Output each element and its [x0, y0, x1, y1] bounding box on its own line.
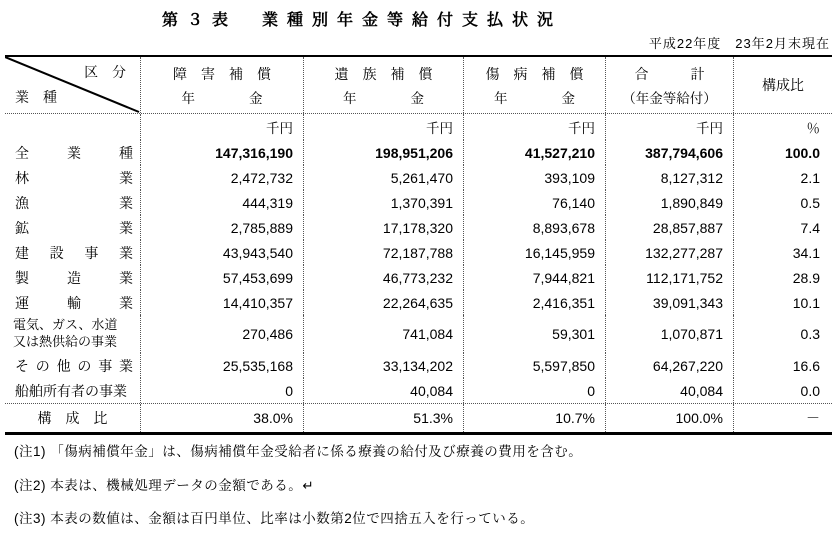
value-cell: 41,527,210: [463, 140, 605, 165]
composition-ratio-row: [5, 403, 832, 432]
value-cell: 46,773,232: [303, 265, 463, 290]
value-cell: 100.0%: [605, 404, 733, 432]
row-label: 電気、ガス、水道 又は熱供給の事業: [13, 317, 118, 349]
value-cell: 43,943,540: [140, 240, 303, 265]
col-header-line2: 年 金: [494, 90, 575, 106]
units-spacer: [5, 114, 140, 140]
value-cell: 2,785,889: [140, 215, 303, 240]
value-cell: 64,267,220: [605, 353, 733, 378]
value-cell: 5,597,850: [463, 353, 605, 378]
table-row: [5, 140, 832, 165]
value-cell: 444,319: [140, 190, 303, 215]
value-cell: 741,084: [303, 315, 463, 353]
row-label: 建 設 事 業: [15, 244, 133, 261]
value-cell: 7,944,821: [463, 265, 605, 290]
corner-cell: [5, 57, 140, 113]
value-cell: 2,416,351: [463, 290, 605, 315]
value-cell: 28,857,887: [605, 215, 733, 240]
benefits-table: [5, 55, 832, 435]
value-cell: 25,535,168: [140, 353, 303, 378]
value-cell: －: [733, 404, 832, 432]
col-header-ratio: [733, 57, 832, 113]
col-header-line1: 障 害 補 償: [173, 65, 271, 82]
table-row: [5, 165, 832, 190]
value-cell: 8,127,312: [605, 165, 733, 190]
corner-label-gyoshu: 業 種: [15, 89, 57, 105]
table-body: [5, 140, 832, 403]
value-cell: 39,091,343: [605, 290, 733, 315]
value-cell: 1,370,391: [303, 190, 463, 215]
value-cell: 0: [463, 378, 605, 403]
value-cell: 1,890,849: [605, 190, 733, 215]
value-cell: 8,893,678: [463, 215, 605, 240]
value-cell: 38.0%: [140, 404, 303, 432]
col-header-total: [605, 57, 733, 113]
page-title: 第３表 業種別年金等給付支払状況: [161, 12, 562, 29]
value-cell: 14,410,357: [140, 290, 303, 315]
value-cell: 387,794,606: [605, 140, 733, 165]
unit-cell: 千円: [463, 114, 605, 140]
value-cell: 34.1: [733, 240, 832, 265]
value-cell: 0.0: [733, 378, 832, 403]
value-cell: 0: [140, 378, 303, 403]
value-cell: 2,472,732: [140, 165, 303, 190]
row-label: 林 業: [15, 169, 133, 186]
value-cell: 33,134,202: [303, 353, 463, 378]
table-row: [5, 190, 832, 215]
col-header-line1: 合 計: [634, 65, 705, 82]
value-cell: 59,301: [463, 315, 605, 353]
value-cell: 270,486: [140, 315, 303, 353]
value-cell: 16.6: [733, 353, 832, 378]
value-cell: 72,187,788: [303, 240, 463, 265]
col-header-line1: 遺 族 補 償: [334, 65, 433, 82]
col-header-injury: [463, 57, 605, 113]
table-row: [5, 353, 832, 378]
value-cell: 51.3%: [303, 404, 463, 432]
table-row: [5, 378, 832, 403]
table-header-row: [5, 57, 832, 114]
col-header-line2: （年金等給付）: [622, 90, 717, 106]
table-row: [5, 215, 832, 240]
col-header-line2: 年 金: [181, 90, 263, 106]
row-label: 構 成 比: [37, 410, 108, 426]
unit-cell: 千円: [605, 114, 733, 140]
footnote-3: (注3) 本表の数値は、金額は百円単位、比率は小数第2位で四捨五入を行っている。: [14, 511, 535, 526]
footnote-2: (注2) 本表は、機械処理データの金額である。↵: [14, 477, 315, 493]
footnotes: [14, 440, 582, 541]
value-cell: 0.5: [733, 190, 832, 215]
value-cell: 100.0: [733, 140, 832, 165]
units-row: [5, 114, 832, 140]
value-cell: 76,140: [463, 190, 605, 215]
value-cell: 5,261,470: [303, 165, 463, 190]
col-header-survivor: [303, 57, 463, 113]
table-row: [5, 240, 832, 265]
unit-cell: ％: [733, 114, 832, 140]
value-cell: 2.1: [733, 165, 832, 190]
col-header-disability: [140, 57, 303, 113]
table-row: [5, 315, 832, 353]
corner-label-kubun: 区 分: [84, 64, 126, 80]
row-label: 鉱 業: [15, 219, 133, 236]
value-cell: 0.3: [733, 315, 832, 353]
unit-cell: 千円: [303, 114, 463, 140]
row-label: 製 造 業: [15, 269, 133, 286]
value-cell: 40,084: [303, 378, 463, 403]
row-label: そ の 他 の 事 業: [15, 357, 133, 374]
col-header-line1: 傷 病 補 償: [485, 65, 584, 82]
row-label: 全 業 種: [15, 144, 133, 161]
col-header-line2: 年 金: [343, 90, 424, 106]
row-label: 運 輸 業: [15, 294, 133, 311]
value-cell: 16,145,959: [463, 240, 605, 265]
table-row: [5, 265, 832, 290]
value-cell: 112,171,752: [605, 265, 733, 290]
value-cell: 40,084: [605, 378, 733, 403]
value-cell: 393,109: [463, 165, 605, 190]
value-cell: 10.1: [733, 290, 832, 315]
value-cell: 1,070,871: [605, 315, 733, 353]
value-cell: 10.7%: [463, 404, 605, 432]
value-cell: 22,264,635: [303, 290, 463, 315]
value-cell: 57,453,699: [140, 265, 303, 290]
value-cell: 147,316,190: [140, 140, 303, 165]
col-header-line1: 構成比: [762, 77, 804, 93]
row-label: 漁 業: [15, 194, 133, 211]
value-cell: 7.4: [733, 215, 832, 240]
table-row: [5, 290, 832, 315]
date-note: 平成22年度 23年2月末現在: [648, 36, 830, 51]
value-cell: 132,277,287: [605, 240, 733, 265]
value-cell: 17,178,320: [303, 215, 463, 240]
footnote-1: (注1) 「傷病補償年金」は、傷病補償年金受給者に係る療養の給付及び療養の費用を含む。: [14, 444, 583, 459]
value-cell: 28.9: [733, 265, 832, 290]
unit-cell: 千円: [140, 114, 303, 140]
row-label: 船舶所有者の事業: [15, 382, 127, 399]
value-cell: 198,951,206: [303, 140, 463, 165]
